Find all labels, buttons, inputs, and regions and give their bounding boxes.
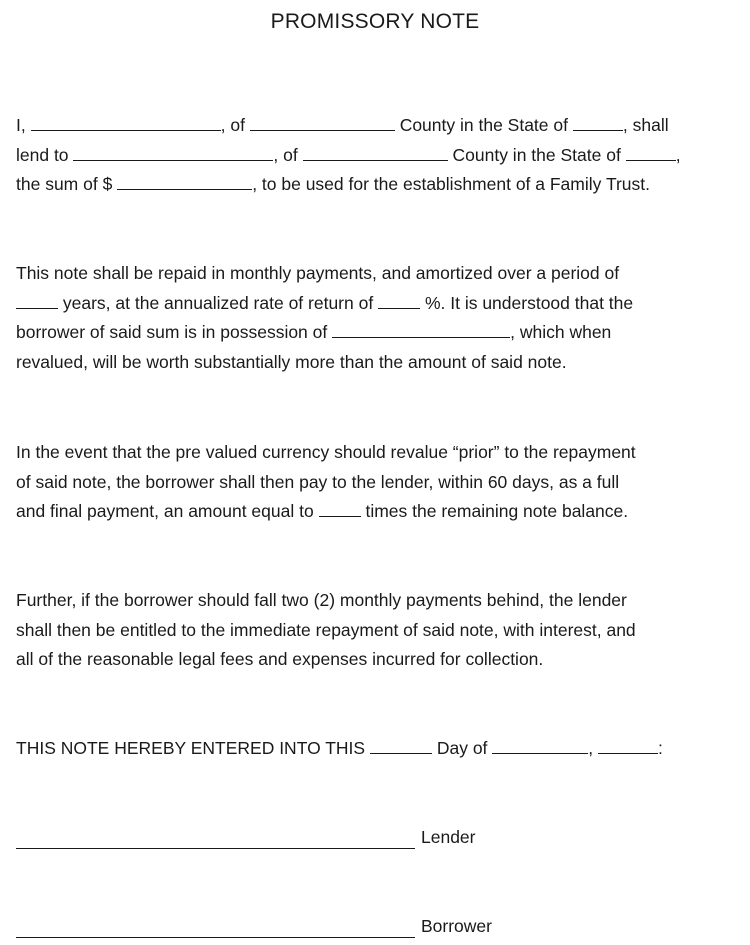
loan-amount-field[interactable] [117, 171, 252, 190]
revaluation-line-1: In the event that the pre valued currency should revalue “prior” to the repayment [16, 442, 636, 462]
borrower-county-field[interactable] [303, 142, 448, 161]
month-field[interactable] [492, 735, 588, 754]
repayment-line-2 [16, 289, 736, 319]
text-entered-into: THIS NOTE HEREBY ENTERED INTO THIS [16, 738, 366, 758]
lender-label: Lender [421, 827, 476, 847]
text-county-state: County in the State of [399, 115, 568, 135]
document-title: PROMISSORY NOTE [270, 10, 480, 33]
entered-paragraph [16, 734, 736, 764]
text-of: , of [273, 144, 298, 165]
entered-line [16, 734, 736, 764]
day-field[interactable] [370, 735, 432, 754]
lender-county-field[interactable] [250, 112, 395, 131]
text-which-when: , which when [510, 322, 612, 343]
revaluation-line-2: of said note, the borrower shall then pay to the lender, within 60 days, as a full [16, 471, 620, 492]
text-remaining-balance: times the remaining note balance. [365, 501, 629, 522]
borrower-name-field[interactable] [73, 142, 273, 161]
text-shall: , shall [622, 115, 669, 135]
text-day-of: Day of [436, 738, 488, 758]
lender-name-field[interactable] [31, 112, 221, 131]
borrower-signature-line[interactable] [16, 937, 415, 938]
text-of: , of [220, 115, 245, 135]
text-sum-of: the sum of $ [16, 174, 113, 195]
parties-line-1 [16, 111, 736, 141]
rate-field[interactable] [378, 290, 420, 309]
repayment-line-4: revalued, will be worth substantially more than the amount of said note. [16, 351, 567, 372]
lender-state-field[interactable] [573, 112, 623, 131]
revaluation-paragraph [16, 438, 736, 527]
text-i: I, [16, 115, 26, 135]
default-line-1: Further, if the borrower should fall two (2) monthly payments behind, the lender [16, 590, 627, 610]
borrower-label: Borrower [421, 916, 492, 936]
parties-line-2 [16, 141, 736, 171]
parties-line-3 [16, 170, 736, 200]
possession-field[interactable] [332, 319, 510, 338]
revaluation-line-3 [16, 497, 736, 527]
text-colon: : [658, 738, 663, 758]
text-lend-to: lend to [16, 144, 69, 165]
text-possession: borrower of said sum is in possession of [16, 322, 328, 343]
repayment-paragraph [16, 259, 736, 377]
default-line-3: all of the reasonable legal fees and expenses incurred for collection. [16, 649, 544, 670]
text-amount-equal: and final payment, an amount equal to [16, 501, 314, 522]
lender-signature-line[interactable] [16, 848, 415, 849]
text-comma: , [675, 144, 681, 165]
repayment-line-1: This note shall be repaid in monthly payments, and amortized over a period of [16, 263, 620, 283]
multiplier-field[interactable] [319, 498, 361, 517]
text-years-rate: years, at the annualized rate of return of [62, 292, 374, 313]
text-county-state: County in the State of [452, 144, 621, 165]
repayment-line-3 [16, 318, 736, 348]
text-comma: , [588, 738, 594, 758]
parties-paragraph [16, 111, 736, 200]
years-field[interactable] [16, 290, 58, 309]
default-paragraph [16, 586, 736, 675]
text-percent: %. It is understood that the [424, 292, 634, 313]
default-line-2: shall then be entitled to the immediate repayment of said note, with interest, and [16, 619, 636, 640]
text-family-trust: , to be used for the establishment of a Family Trust. [252, 174, 651, 195]
year-field[interactable] [598, 735, 658, 754]
borrower-state-field[interactable] [626, 142, 676, 161]
